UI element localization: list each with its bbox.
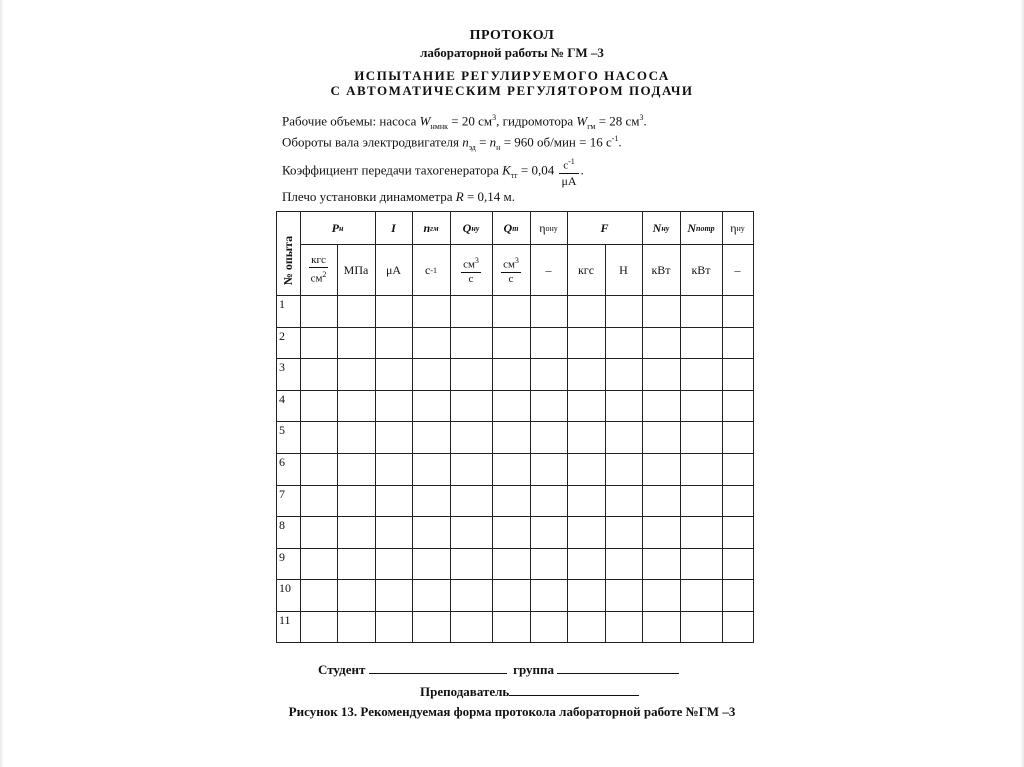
table-line [276,642,753,643]
table-line [276,485,753,486]
coefficient-unit-fraction: $\frac{с^{-1}}{\mu А}$ [561,157,577,188]
protocol-title: ПРОТОКОЛ [469,28,555,43]
row-number: 11 [279,613,291,627]
header-volumetric-efficiency: η ону [539,220,558,235]
row-number: 10 [279,581,291,595]
table-line [276,421,753,422]
unit-cm3-per-s-theoretical: $см^3$ с [503,256,519,285]
row-number: 2 [279,329,285,343]
table-line [276,327,753,328]
heading-line-1: ИСПЫТАНИЕ РЕГУЛИРУЕМОГО НАСОСА [354,68,670,83]
header-pump-power: N ну [652,220,670,235]
header-motor-speed: n гм [423,220,439,235]
header-theoretical-flow: Q т [503,220,519,235]
table-line [276,358,753,359]
row-number: 9 [279,550,285,564]
table-line [276,211,277,643]
unit-kw-consumed: кВт [691,262,711,277]
header-consumed-power: N потр [687,220,715,235]
unit-microampere: μА [385,262,402,277]
unit-kgf-per-cm2: кгс $см^2$ [310,254,327,285]
table-line [276,548,753,549]
header-force: F [600,220,609,235]
row-number: 1 [279,297,285,311]
student-signature-line: Студент группа [318,661,679,678]
tachogenerator-coefficient-line: Коэффициент передачи тахогенератора $K_{тг} = 0,04$ $\frac{с^{-1}}{\mu А}$ . [282,157,584,188]
unit-kgs: кгс [577,262,595,277]
motor-speed-line: Обороты вала электродвигателя $n_{эд} = n_н = 960$ об/мин = 16 $с^{-1}$. [282,134,622,152]
unit-mpa: МПа [343,262,369,277]
heading-line-2: С АВТОМАТИЧЕСКИМ РЕГУЛЯТОРОМ ПОДАЧИ [330,83,694,98]
header-current: I [391,220,396,235]
header-pump-efficiency: η ну [730,220,745,235]
header-pump-flow: Q ну [462,220,480,235]
row-number: 4 [279,392,285,406]
table-line [276,516,753,517]
dynamometer-arm-line: Плечо установки динамометра R = 0,14 м. [282,189,516,204]
unit-dimensionless-2: – [734,262,741,277]
table-line [753,211,754,643]
row-number: 8 [279,518,285,532]
header-pressure: P н [331,220,344,235]
unit-newton: Н [619,262,628,277]
table-line [605,244,606,643]
experiment-number-header: № опыта [281,235,296,285]
unit-cm3-per-s-pump: $см^3$ с [463,256,479,285]
working-volumes-line: Рабочие объемы: насоса $W_{нмнк} = 20$ $см^3$, гидромотора $W_{гм} = 28$ $см^3$. [282,113,647,131]
row-number: 3 [279,360,285,374]
teacher-signature-line: Преподаватель [420,683,639,700]
table-line [276,295,753,296]
unit-kw-pump: кВт [651,262,671,277]
row-number: 6 [279,455,285,469]
table-line [276,390,753,391]
table-line [276,611,753,612]
protocol-subtitle: лабораторной работы № ГМ –3 [420,45,604,60]
figure-caption: Рисунок 13. Рекомендуемая форма протокола лабораторной работе №ГМ –3 [288,704,736,719]
table-line [337,244,338,643]
unit-dimensionless-1: – [545,262,552,277]
unit-per-second: с -1 [425,262,437,277]
table-line [276,579,753,580]
row-number: 7 [279,487,285,501]
table-line [276,453,753,454]
row-number: 5 [279,423,285,437]
